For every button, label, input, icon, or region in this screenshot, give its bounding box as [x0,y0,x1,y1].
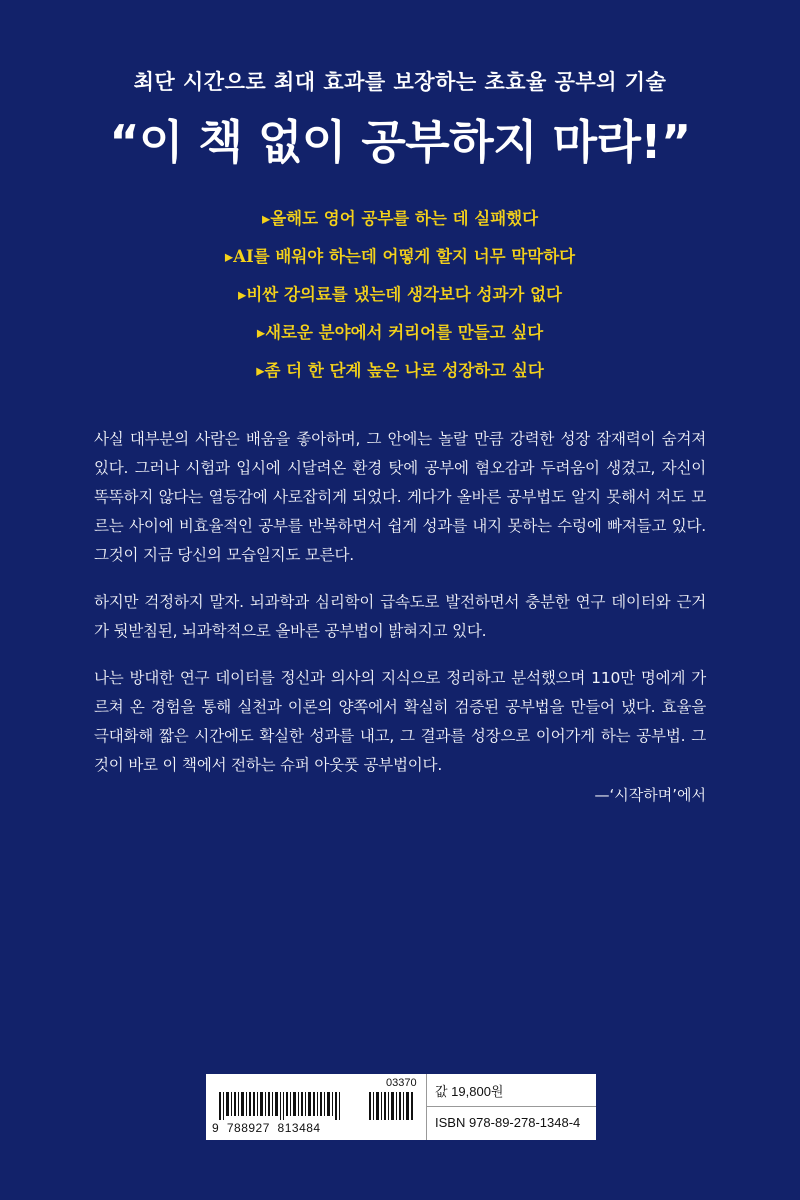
bullet-item: ▸새로운 분야에서 커리어를 만들고 싶다 [256,323,544,342]
bullet-item: ▸올해도 영어 공부를 하는 데 실패했다 [261,209,539,228]
barcode-area [206,1074,427,1140]
source-attribution: —‘시작하며’에서 [594,786,706,804]
tagline: 최단 시간으로 최대 효과를 보장하는 초효율 공부의 기술 [133,70,667,94]
body-text [94,425,706,805]
paragraph: 사실 대부분의 사람은 배움을 좋아하며, 그 안에는 놀랄 만큼 강력한 성장 잠재력이 숨겨져 있다. 그러나 시험과 입시에 시달려온 환경 탓에 공부에 혐오감과 두려움이 생겼고, 자신이 똑똑하지 않다는 열등감에 사로잡히게 되었다. 게다가 올바른 공부법도 알지 못해서 저도 모르는 사이에 비효율적인 공부를 반복하면서 쉽게 성과를 내지 못하는 수렁에 빠져들고 있다. 그것이 지금 당신의 모습일지도 모른다. [94,430,706,564]
barcode-box [206,1074,596,1140]
price: 값 19,800원 [427,1074,596,1107]
barcode-digits: 9 788927 813484 [212,1121,321,1135]
bullet-item: ▸비싼 강의료를 냈는데 생각보다 성과가 없다 [238,285,562,304]
price-isbn-panel [427,1074,596,1140]
paragraph: 나는 방대한 연구 데이터를 정신과 의사의 지식으로 정리하고 분석했으며 110만 명에게 가르쳐 온 경험을 통해 실천과 이론의 양쪽에서 확실히 검증된 공부법을 만들어 냈다. 효율을 극대화해 짧은 시간에도 확실한 성과를 내고, 그 결과를 성장으로 이어가게 하는 공부법. 그것이 바로 이 책에서 전하는 슈퍼 아웃풋 공부법이다. [94,669,706,774]
paragraph: 하지만 걱정하지 말자. 뇌과학과 심리학이 급속도로 발전하면서 충분한 연구 데이터와 근거가 뒷받침된, 뇌과학적으로 올바른 공부법이 밝혀지고 있다. [94,593,706,640]
barcode-icon [219,1092,419,1120]
bullet-item: ▸AI를 배워야 하는데 어떻게 할지 너무 막막하다 [224,247,576,266]
isbn: ISBN 978-89-278-1348-4 [435,1115,581,1130]
bullet-list [0,206,800,396]
addon-code: 03370 [386,1077,417,1089]
headline: “이 책 없이 공부하지 마라!” [109,115,691,169]
bullet-item: ▸좀 더 한 단계 높은 나로 성장하고 싶다 [256,361,544,380]
